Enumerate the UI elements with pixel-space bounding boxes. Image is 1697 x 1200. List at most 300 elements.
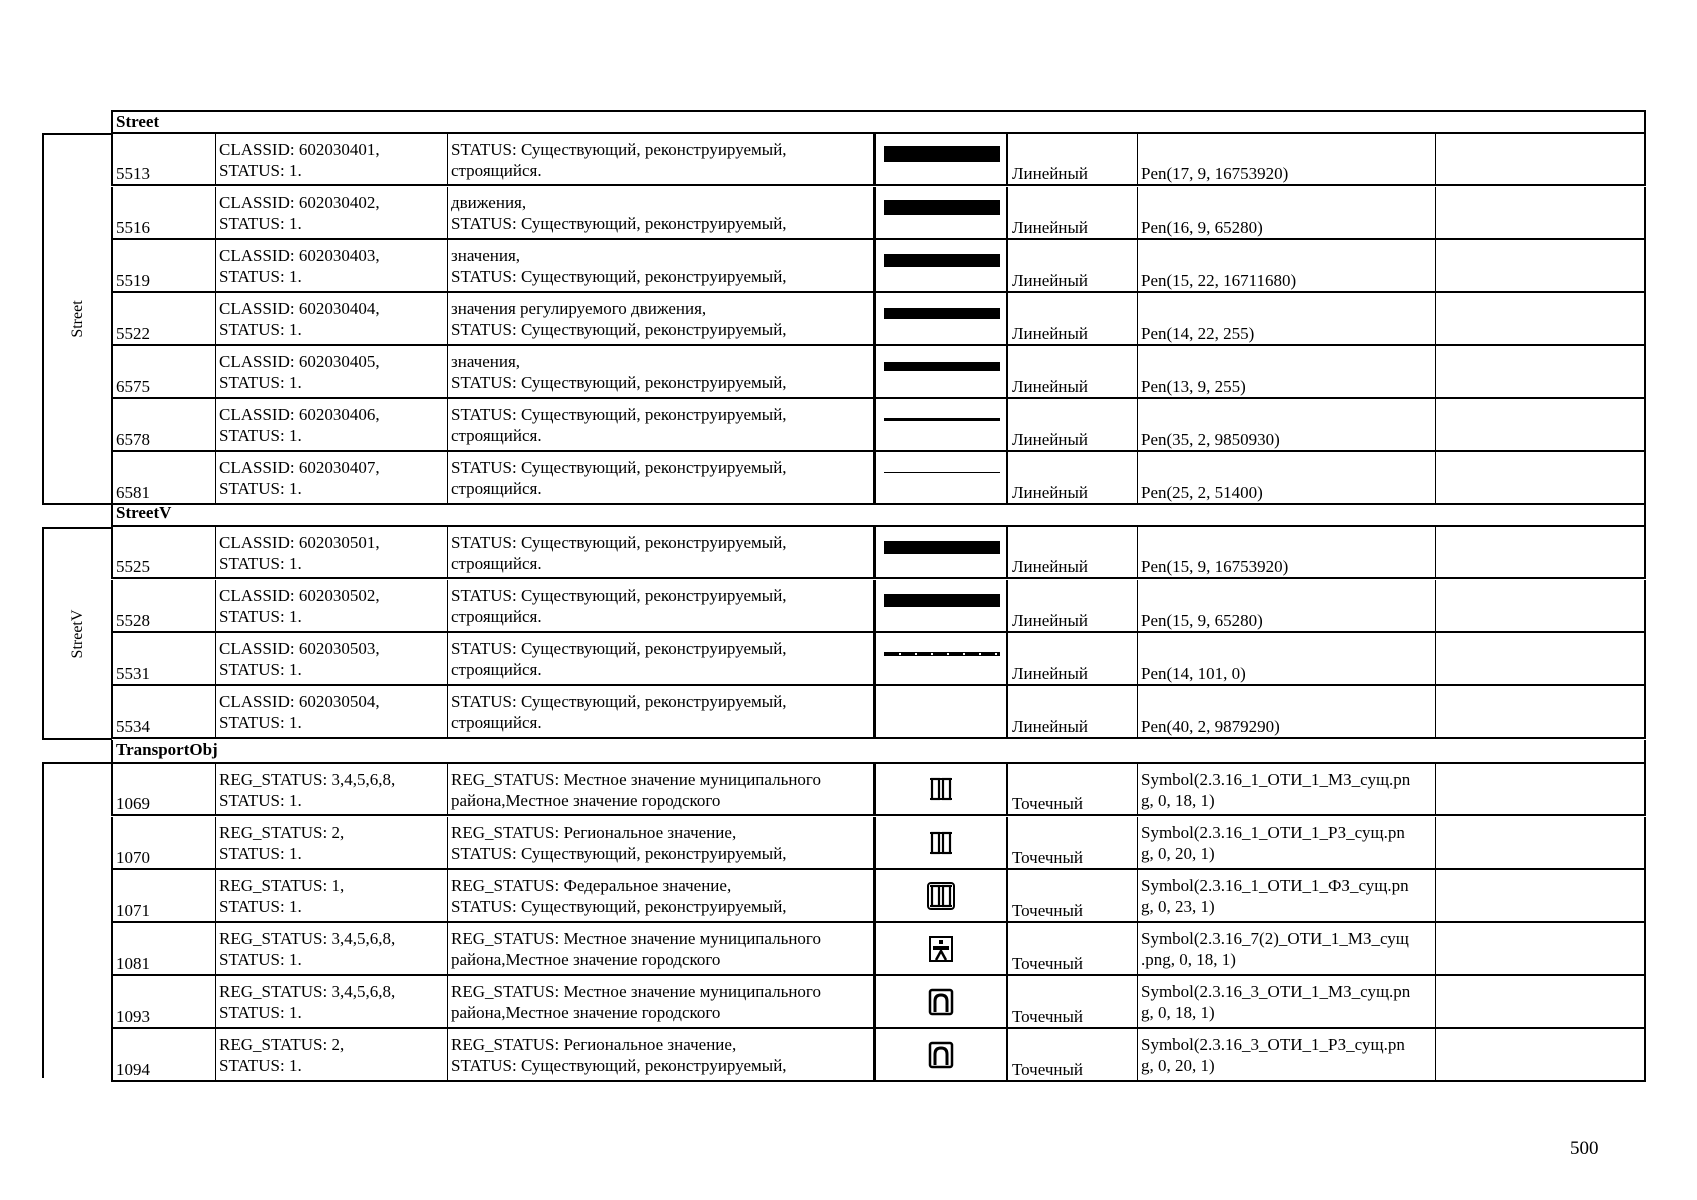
classifier-text-line: STATUS: 1. xyxy=(219,214,302,233)
code-cell xyxy=(113,870,216,921)
style-text-line: g, 0, 18, 1) xyxy=(1141,791,1215,810)
description-text-line: STATUS: Существующий, реконструируемый, xyxy=(451,140,787,159)
description-text-line: REG_STATUS: Региональное значение, xyxy=(451,823,737,842)
empty-cell xyxy=(1436,580,1646,631)
code-cell xyxy=(113,923,216,974)
classifier-text-line: STATUS: 1. xyxy=(219,320,302,339)
geometry-type: Точечный xyxy=(1012,848,1084,867)
description-cell xyxy=(448,187,874,238)
style-cell xyxy=(1138,870,1436,921)
description-text-line: значения, xyxy=(451,246,521,265)
classifier-text-line: STATUS: 1. xyxy=(219,426,302,445)
classifier-text-line: CLASSID: 602030401, xyxy=(219,140,380,159)
symbol-cell xyxy=(874,976,1008,1027)
description-text xyxy=(451,532,787,574)
empty-cell xyxy=(1436,134,1646,184)
code-cell xyxy=(113,686,216,737)
classifier-text-line: STATUS: 1. xyxy=(219,660,302,679)
classifier-text-line: CLASSID: 602030502, xyxy=(219,586,380,605)
classifier-cell xyxy=(216,187,448,238)
classifier-text-line: REG_STATUS: 3,4,5,6,8, xyxy=(219,770,396,789)
description-text-line: STATUS: Существующий, реконструируемый, xyxy=(451,692,787,711)
code-cell xyxy=(113,817,216,868)
section-side-label xyxy=(42,762,112,1078)
style-text: Pen(15, 22, 16711680) xyxy=(1141,271,1297,290)
code-cell xyxy=(113,976,216,1027)
style-text-line: Symbol(2.3.16_7(2)_ОТИ_1_МЗ_сущ xyxy=(1141,929,1409,948)
style-text-line: Symbol(2.3.16_1_ОТИ_1_ФЗ_сущ.pn xyxy=(1141,876,1409,895)
description-text xyxy=(451,298,787,340)
table-row xyxy=(111,527,1646,579)
empty-cell xyxy=(1436,346,1646,397)
geometry-type-cell xyxy=(1009,870,1138,921)
geometry-type: Линейный xyxy=(1012,483,1088,502)
geometry-type-cell xyxy=(1009,527,1138,577)
style-text: Pen(15, 9, 16753920) xyxy=(1141,557,1289,576)
line-style-sample xyxy=(884,362,1000,371)
symbol-cell xyxy=(874,764,1008,814)
style-cell xyxy=(1138,923,1436,974)
table-row xyxy=(111,764,1646,816)
description-text xyxy=(451,769,821,811)
description-cell xyxy=(448,1029,874,1080)
empty-cell xyxy=(1436,633,1646,684)
geometry-type: Точечный xyxy=(1012,954,1084,973)
description-text-line: REG_STATUS: Региональное значение, xyxy=(451,1035,737,1054)
section-header: StreetV xyxy=(111,503,1646,527)
description-text xyxy=(451,192,787,234)
object-code: 5519 xyxy=(116,271,150,290)
bridge-icon xyxy=(926,773,956,805)
object-code: 1094 xyxy=(116,1060,150,1079)
object-code: 1081 xyxy=(116,954,150,973)
description-text-line: STATUS: Существующий, реконструируемый, xyxy=(451,533,787,552)
line-style-sample xyxy=(884,308,1000,319)
code-cell xyxy=(113,134,216,184)
geometry-type: Точечный xyxy=(1012,794,1084,813)
description-cell xyxy=(448,399,874,450)
empty-cell xyxy=(1436,817,1646,868)
geometry-type: Линейный xyxy=(1012,218,1088,237)
empty-cell xyxy=(1436,923,1646,974)
style-cell xyxy=(1138,134,1436,184)
description-cell xyxy=(448,527,874,577)
classifier-text-line: STATUS: 1. xyxy=(219,950,302,969)
style-text: Pen(16, 9, 65280) xyxy=(1141,218,1263,237)
geometry-type-cell xyxy=(1009,817,1138,868)
code-cell xyxy=(113,1029,216,1080)
object-code: 5525 xyxy=(116,557,150,576)
description-text-line: REG_STATUS: Местное значение муниципального xyxy=(451,929,821,948)
empty-cell xyxy=(1436,1029,1646,1080)
style-text xyxy=(1141,822,1405,864)
style-cell xyxy=(1138,399,1436,450)
symbol-cell xyxy=(874,452,1008,503)
style-cell xyxy=(1138,580,1436,631)
geometry-type: Точечный xyxy=(1012,901,1084,920)
description-text-line: STATUS: Существующий, реконструируемый, xyxy=(451,267,787,286)
symbol-cell xyxy=(874,399,1008,450)
tunnel-icon xyxy=(926,986,956,1018)
description-text-line: движения, xyxy=(451,193,527,212)
table-row xyxy=(111,580,1646,633)
page-number: 500 xyxy=(1570,1138,1599,1159)
style-text: Pen(17, 9, 16753920) xyxy=(1141,164,1289,183)
classifier-text-line: STATUS: 1. xyxy=(219,713,302,732)
description-text-line: района,Местное значение городского xyxy=(451,791,721,810)
classifier-text-line: STATUS: 1. xyxy=(219,161,302,180)
table-row xyxy=(111,240,1646,293)
empty-cell xyxy=(1436,764,1646,814)
style-text-line: g, 0, 20, 1) xyxy=(1141,844,1215,863)
style-text xyxy=(1141,1034,1405,1076)
code-cell xyxy=(113,187,216,238)
description-text-line: строящийся. xyxy=(451,161,542,180)
classifier-cell xyxy=(216,870,448,921)
object-code: 1070 xyxy=(116,848,150,867)
symbol-cell xyxy=(874,187,1008,238)
classifier-text-line: CLASSID: 602030405, xyxy=(219,352,380,371)
object-code: 1093 xyxy=(116,1007,150,1026)
description-cell xyxy=(448,870,874,921)
description-text xyxy=(451,139,787,181)
description-text xyxy=(451,928,821,970)
style-text-line: g, 0, 23, 1) xyxy=(1141,897,1215,916)
style-text-line: Symbol(2.3.16_1_ОТИ_1_РЗ_сущ.pn xyxy=(1141,823,1405,842)
object-code: 6581 xyxy=(116,483,150,502)
line-style-sample xyxy=(884,146,1000,162)
style-cell xyxy=(1138,346,1436,397)
line-style-sample xyxy=(884,541,1000,554)
classifier-text-line: REG_STATUS: 3,4,5,6,8, xyxy=(219,982,396,1001)
geometry-type: Линейный xyxy=(1012,717,1088,736)
style-text: Pen(15, 9, 65280) xyxy=(1141,611,1263,630)
description-text-line: STATUS: Существующий, реконструируемый, xyxy=(451,405,787,424)
geometry-type-cell xyxy=(1009,686,1138,737)
symbol-cell xyxy=(874,686,1008,737)
object-code: 5534 xyxy=(116,717,150,736)
code-cell xyxy=(113,346,216,397)
geometry-type-cell xyxy=(1009,346,1138,397)
table-row xyxy=(111,923,1646,976)
style-cell xyxy=(1138,633,1436,684)
geometry-type: Линейный xyxy=(1012,377,1088,396)
description-text-line: STATUS: Существующий, реконструируемый, xyxy=(451,373,787,392)
style-text xyxy=(1141,928,1409,970)
description-cell xyxy=(448,817,874,868)
classifier-text-line: REG_STATUS: 1, xyxy=(219,876,345,895)
geometry-type-cell xyxy=(1009,764,1138,814)
geometry-type-cell xyxy=(1009,293,1138,344)
empty-cell xyxy=(1436,976,1646,1027)
classifier-text-line: CLASSID: 602030402, xyxy=(219,193,380,212)
code-cell xyxy=(113,240,216,291)
description-text-line: REG_STATUS: Местное значение муниципального xyxy=(451,982,821,1001)
style-cell xyxy=(1138,187,1436,238)
description-text xyxy=(451,638,787,680)
classifier-cell xyxy=(216,1029,448,1080)
classifier-text-line: CLASSID: 602030404, xyxy=(219,299,380,318)
geometry-type-cell xyxy=(1009,976,1138,1027)
classifier-cell xyxy=(216,134,448,184)
description-cell xyxy=(448,923,874,974)
symbol-cell xyxy=(874,134,1008,184)
line-style-sample xyxy=(884,200,1000,215)
style-text xyxy=(1141,981,1410,1023)
table-row xyxy=(111,134,1646,186)
description-text xyxy=(451,822,787,864)
style-text-line: g, 0, 18, 1) xyxy=(1141,1003,1215,1022)
classifier-text-line: CLASSID: 602030503, xyxy=(219,639,380,658)
style-cell xyxy=(1138,1029,1436,1080)
classifier-text-line: CLASSID: 602030407, xyxy=(219,458,380,477)
object-code: 6578 xyxy=(116,430,150,449)
description-cell xyxy=(448,686,874,737)
symbol-cell xyxy=(874,527,1008,577)
code-cell xyxy=(113,633,216,684)
style-cell xyxy=(1138,817,1436,868)
description-cell xyxy=(448,346,874,397)
classifier-cell xyxy=(216,293,448,344)
object-code: 1071 xyxy=(116,901,150,920)
symbol-cell xyxy=(874,633,1008,684)
table-row xyxy=(111,293,1646,346)
description-text xyxy=(451,1034,787,1076)
section-side-label-text: StreetV xyxy=(69,609,86,658)
line-style-sample xyxy=(884,418,1000,421)
classifier-text-line: CLASSID: 602030501, xyxy=(219,533,380,552)
description-cell xyxy=(448,293,874,344)
style-cell xyxy=(1138,686,1436,737)
classifier-text-line: REG_STATUS: 3,4,5,6,8, xyxy=(219,929,396,948)
classifier-text-line: CLASSID: 602030403, xyxy=(219,246,380,265)
classifier-text xyxy=(219,822,344,864)
classifier-cell xyxy=(216,817,448,868)
bridge-framed-icon xyxy=(926,880,956,912)
geometry-type-cell xyxy=(1009,187,1138,238)
classifier-cell xyxy=(216,240,448,291)
style-cell xyxy=(1138,452,1436,503)
style-text-line: Symbol(2.3.16_1_ОТИ_1_МЗ_сущ.pn xyxy=(1141,770,1411,789)
classifier-text xyxy=(219,1034,344,1076)
description-text-line: значения регулируемого движения, xyxy=(451,299,707,318)
geometry-type-cell xyxy=(1009,240,1138,291)
classifier-text xyxy=(219,245,380,287)
description-text-line: значения, xyxy=(451,352,521,371)
table-row xyxy=(111,187,1646,240)
description-text xyxy=(451,585,787,627)
symbol-cell xyxy=(874,346,1008,397)
geometry-type-cell xyxy=(1009,923,1138,974)
description-text-line: STATUS: Существующий, реконструируемый, xyxy=(451,844,787,863)
description-text-line: строящийся. xyxy=(451,426,542,445)
line-style-sample xyxy=(884,594,1000,607)
classifier-text-line: STATUS: 1. xyxy=(219,267,302,286)
description-text-line: района,Местное значение городского xyxy=(451,1003,721,1022)
style-text: Pen(25, 2, 51400) xyxy=(1141,483,1263,502)
description-text-line: STATUS: Существующий, реконструируемый, xyxy=(451,897,787,916)
geometry-type: Линейный xyxy=(1012,430,1088,449)
code-cell xyxy=(113,399,216,450)
geometry-type: Линейный xyxy=(1012,324,1088,343)
empty-cell xyxy=(1436,686,1646,737)
table-row xyxy=(111,686,1646,739)
description-text-line: строящийся. xyxy=(451,713,542,732)
classifier-text xyxy=(219,351,380,393)
classifier-text xyxy=(219,585,380,627)
classifier-cell xyxy=(216,686,448,737)
geometry-type: Точечный xyxy=(1012,1060,1084,1079)
classifier-text xyxy=(219,457,380,499)
description-text-line: STATUS: Существующий, реконструируемый, xyxy=(451,639,787,658)
description-text-line: STATUS: Существующий, реконструируемый, xyxy=(451,320,787,339)
table-row xyxy=(111,346,1646,399)
code-cell xyxy=(113,452,216,503)
classifier-text xyxy=(219,875,344,917)
classifier-text-line: STATUS: 1. xyxy=(219,373,302,392)
classifier-cell xyxy=(216,346,448,397)
description-text xyxy=(451,875,787,917)
style-text: Pen(13, 9, 255) xyxy=(1141,377,1246,396)
style-text: Pen(14, 101, 0) xyxy=(1141,664,1246,683)
description-text-line: STATUS: Существующий, реконструируемый, xyxy=(451,586,787,605)
description-text-line: REG_STATUS: Федеральное значение, xyxy=(451,876,732,895)
classifier-cell xyxy=(216,399,448,450)
classifier-cell xyxy=(216,580,448,631)
empty-cell xyxy=(1436,293,1646,344)
classifier-cell xyxy=(216,452,448,503)
description-text xyxy=(451,245,787,287)
description-cell xyxy=(448,764,874,814)
description-cell xyxy=(448,240,874,291)
table-row xyxy=(111,817,1646,870)
classifier-text xyxy=(219,298,380,340)
object-code: 5516 xyxy=(116,218,150,237)
section-side-label-text: Street xyxy=(69,300,86,338)
code-cell xyxy=(113,580,216,631)
description-cell xyxy=(448,976,874,1027)
classifier-text xyxy=(219,139,380,181)
style-cell xyxy=(1138,976,1436,1027)
geometry-type-cell xyxy=(1009,399,1138,450)
style-text xyxy=(1141,875,1409,917)
object-code: 5528 xyxy=(116,611,150,630)
classifier-text xyxy=(219,691,380,733)
geometry-type-cell xyxy=(1009,580,1138,631)
object-code: 1069 xyxy=(116,794,150,813)
classifier-cell xyxy=(216,976,448,1027)
classifier-text-line: STATUS: 1. xyxy=(219,1003,302,1022)
classifier-cell xyxy=(216,764,448,814)
table-row xyxy=(111,452,1646,505)
section-side-label xyxy=(42,527,112,740)
empty-cell xyxy=(1436,187,1646,238)
line-style-sample xyxy=(884,472,1000,473)
classifier-cell xyxy=(216,923,448,974)
empty-cell xyxy=(1436,452,1646,503)
geometry-type: Линейный xyxy=(1012,557,1088,576)
classifier-text xyxy=(219,532,380,574)
description-text-line: строящийся. xyxy=(451,607,542,626)
style-text xyxy=(1141,769,1410,811)
empty-cell xyxy=(1436,240,1646,291)
style-text: Pen(14, 22, 255) xyxy=(1141,324,1255,343)
empty-cell xyxy=(1436,870,1646,921)
classifier-text-line: STATUS: 1. xyxy=(219,897,302,916)
description-text xyxy=(451,691,787,733)
symbol-cell xyxy=(874,1029,1008,1080)
description-text-line: STATUS: Существующий, реконструируемый, xyxy=(451,458,787,477)
geometry-type-cell xyxy=(1009,452,1138,503)
geometry-type: Линейный xyxy=(1012,164,1088,183)
classifier-text xyxy=(219,404,380,446)
description-text xyxy=(451,457,787,499)
description-text-line: района,Местное значение городского xyxy=(451,950,721,969)
geometry-type-cell xyxy=(1009,134,1138,184)
object-code: 6575 xyxy=(116,377,150,396)
description-text xyxy=(451,404,787,446)
description-text-line: строящийся. xyxy=(451,554,542,573)
classifier-text xyxy=(219,769,395,811)
table-row xyxy=(111,1029,1646,1082)
description-text xyxy=(451,351,787,393)
classifier-text-line: STATUS: 1. xyxy=(219,554,302,573)
style-cell xyxy=(1138,240,1436,291)
classifier-text-line: STATUS: 1. xyxy=(219,844,302,863)
description-text xyxy=(451,981,821,1023)
classifier-text-line: STATUS: 1. xyxy=(219,479,302,498)
object-code: 5531 xyxy=(116,664,150,683)
description-text-line: REG_STATUS: Местное значение муниципального xyxy=(451,770,821,789)
classifier-text xyxy=(219,981,395,1023)
geometry-type: Точечный xyxy=(1012,1007,1084,1026)
geometry-type: Линейный xyxy=(1012,664,1088,683)
classifier-cell xyxy=(216,527,448,577)
classifier-text-line: STATUS: 1. xyxy=(219,1056,302,1075)
style-text-line: g, 0, 20, 1) xyxy=(1141,1056,1215,1075)
style-text: Pen(35, 2, 9850930) xyxy=(1141,430,1280,449)
section-header: Street xyxy=(111,110,1646,134)
description-text-line: STATUS: Существующий, реконструируемый, xyxy=(451,1056,787,1075)
description-text-line: строящийся. xyxy=(451,660,542,679)
description-cell xyxy=(448,134,874,184)
table-row xyxy=(111,399,1646,452)
section-header: TransportObj xyxy=(111,740,1646,764)
style-text-line: Symbol(2.3.16_3_ОТИ_1_РЗ_сущ.pn xyxy=(1141,1035,1405,1054)
symbol-cell xyxy=(874,817,1008,868)
overpass-icon xyxy=(926,933,956,965)
geometry-type-cell xyxy=(1009,633,1138,684)
geometry-type: Линейный xyxy=(1012,611,1088,630)
style-cell xyxy=(1138,764,1436,814)
classifier-text-line: STATUS: 1. xyxy=(219,791,302,810)
style-cell xyxy=(1138,527,1436,577)
classifier-text xyxy=(219,638,380,680)
symbol-cell xyxy=(874,580,1008,631)
code-cell xyxy=(113,764,216,814)
style-text-line: Symbol(2.3.16_3_ОТИ_1_МЗ_сущ.pn xyxy=(1141,982,1411,1001)
tunnel-icon xyxy=(926,1039,956,1071)
classifier-text xyxy=(219,928,395,970)
description-cell xyxy=(448,633,874,684)
object-code: 5513 xyxy=(116,164,150,183)
description-cell xyxy=(448,452,874,503)
symbol-cell xyxy=(874,923,1008,974)
style-cell xyxy=(1138,293,1436,344)
classifier-cell xyxy=(216,633,448,684)
bridge-icon xyxy=(926,827,956,859)
line-style-sample xyxy=(884,652,1000,656)
